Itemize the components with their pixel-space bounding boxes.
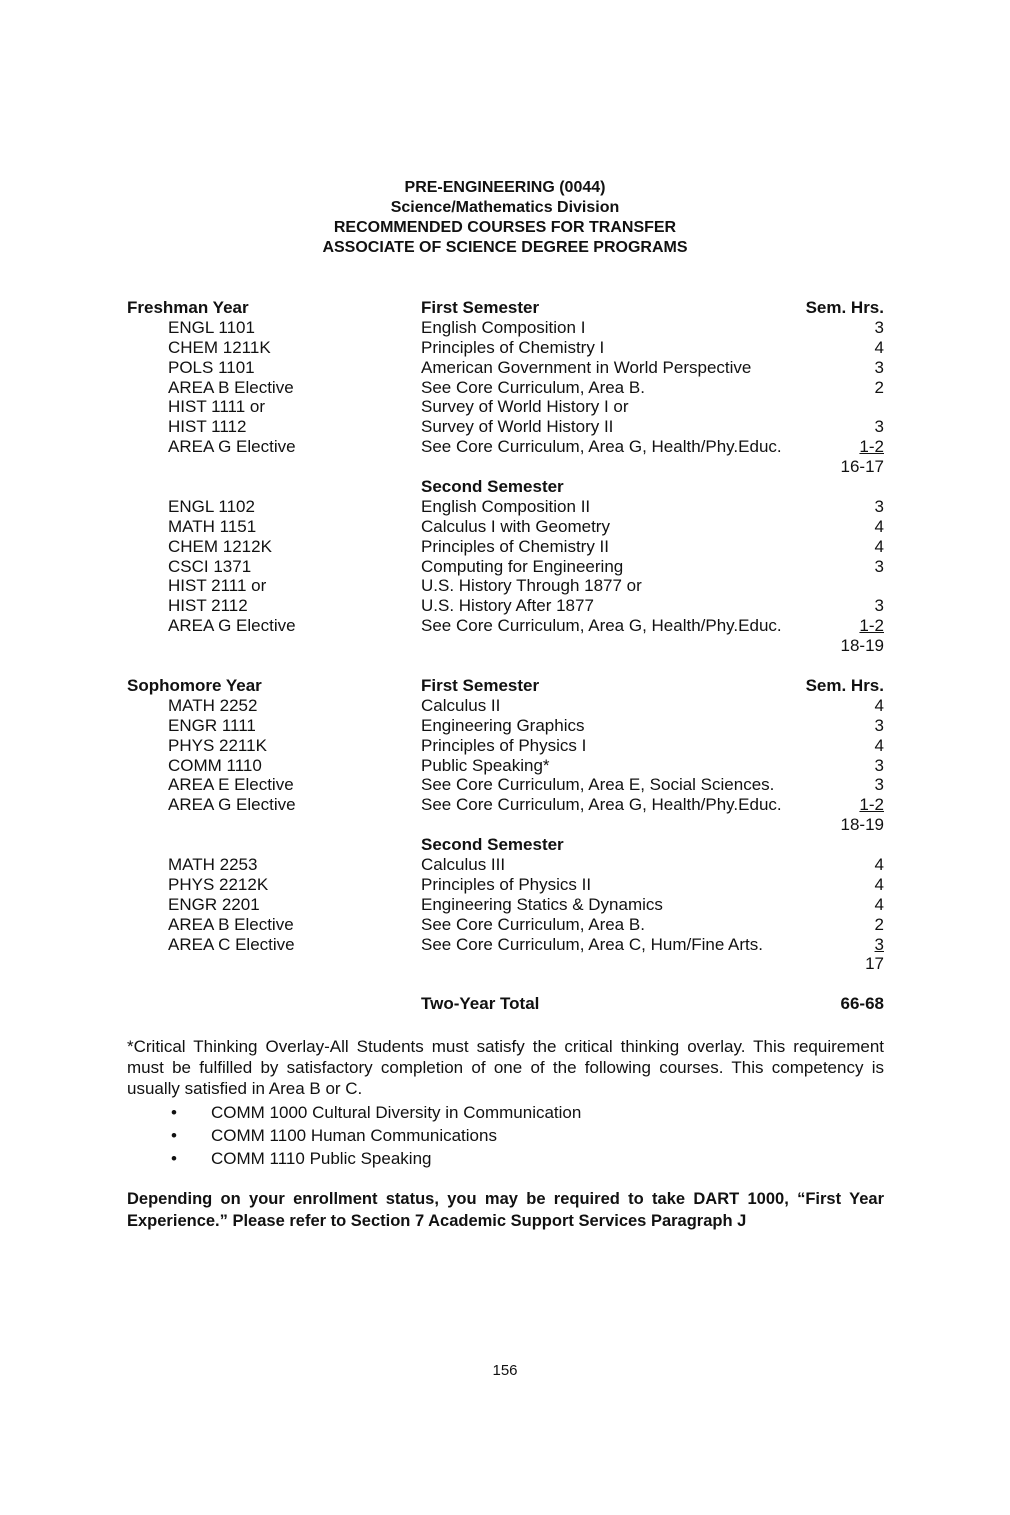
- bullet-icon: •: [171, 1149, 177, 1168]
- course-row: [0, 795, 1010, 815]
- course-hours: 4: [874, 536, 884, 556]
- course-row: [0, 596, 1010, 616]
- division-title: Science/Mathematics Division: [390, 199, 620, 216]
- course-code: MATH 2252: [168, 695, 258, 715]
- bullet-icon: •: [171, 1103, 177, 1122]
- course-hours: 3: [874, 496, 884, 516]
- course-code: HIST 2112: [168, 596, 248, 616]
- course-title: U.S. History After 1877: [421, 596, 594, 616]
- course-title: Principles of Physics II: [421, 874, 592, 894]
- freshman-sem2-list: [0, 497, 1010, 636]
- first-semester-label: First Semester: [421, 298, 540, 317]
- sophomore-sem2-list: [0, 855, 1010, 954]
- program-title: PRE-ENGINEERING (0044): [404, 179, 606, 196]
- course-hours: 3: [874, 596, 884, 616]
- course-code: CSCI 1371: [168, 556, 252, 576]
- course-row: [0, 517, 1010, 537]
- course-title: Engineering Graphics: [421, 715, 585, 735]
- course-code: HIST 1112: [168, 417, 247, 437]
- course-hours: 3: [874, 556, 884, 576]
- course-bullet: [127, 1124, 884, 1147]
- course-title: Survey of World History II: [421, 417, 614, 437]
- spacer: [0, 974, 1010, 994]
- course-title: See Core Curriculum, Area G, Health/Phy.Educ.: [421, 795, 782, 815]
- course-hours: 4: [874, 337, 884, 357]
- course-code: ENGL 1102: [168, 496, 255, 516]
- course-hours: 2: [874, 377, 884, 397]
- course-code: AREA B Elective: [168, 914, 294, 934]
- course-code: CHEM 1211K: [168, 337, 271, 357]
- semester-total-row: [0, 636, 1010, 656]
- course-title: See Core Curriculum, Area B.: [421, 377, 645, 397]
- course-row: [0, 756, 1010, 776]
- degree-heading: ASSOCIATE OF SCIENCE DEGREE PROGRAMS: [322, 239, 688, 256]
- course-row: [0, 537, 1010, 557]
- second-semester-label: Second Semester: [421, 477, 564, 497]
- course-row: [0, 875, 1010, 895]
- two-year-total-label: Two-Year Total: [421, 994, 540, 1014]
- course-title: Calculus I with Geometry: [421, 516, 610, 536]
- course-row: [0, 775, 1010, 795]
- two-year-total-row: [0, 994, 1010, 1014]
- semester-total: 17: [865, 954, 884, 974]
- note-text: *Critical Thinking Overlay-All Students must satisfy the critical thinking overlay. This requirement must be fulfilled by satisfactory completion of one of the following courses. This competency is usually satisfied in Area B or C.: [127, 1037, 884, 1098]
- course-row: [0, 736, 1010, 756]
- recommended-heading: RECOMMENDED COURSES FOR TRANSFER: [333, 219, 677, 236]
- course-title: Principles of Chemistry I: [421, 337, 605, 357]
- course-code: CHEM 1212K: [168, 536, 272, 556]
- course-code: AREA G Elective: [168, 437, 296, 457]
- freshman-sem1-list: [0, 318, 1010, 457]
- course-row: [0, 696, 1010, 716]
- second-semester-row: [0, 477, 1010, 497]
- course-title: Principles of Physics I: [421, 735, 587, 755]
- course-code: ENGL 1101: [168, 317, 255, 337]
- course-row: [0, 397, 1010, 417]
- semester-total: 18-19: [840, 636, 884, 656]
- freshman-year-label: Freshman Year: [127, 298, 249, 317]
- course-code: PHYS 2211K: [168, 735, 267, 755]
- course-row: [0, 716, 1010, 736]
- course-hours: 1-2: [859, 437, 884, 457]
- course-hours: 3: [874, 715, 884, 735]
- semester-total-row: [0, 815, 1010, 835]
- course-row: [0, 437, 1010, 457]
- course-code: HIST 1111 or: [168, 397, 266, 417]
- course-hours: 4: [874, 894, 884, 914]
- course-bullet-list: [127, 1101, 884, 1170]
- course-hours: 1-2: [859, 616, 884, 636]
- course-title: English Composition I: [421, 317, 586, 337]
- sem-hrs-label: Sem. Hrs.: [805, 298, 884, 317]
- course-bullet: [127, 1147, 884, 1170]
- course-code: HIST 2111 or: [168, 576, 267, 596]
- course-code: AREA B Elective: [168, 377, 294, 397]
- course-hours: 3: [874, 775, 884, 795]
- course-code: COMM 1110: [168, 755, 262, 775]
- course-hours: 3: [874, 755, 884, 775]
- course-title: Principles of Chemistry II: [421, 536, 609, 556]
- course-row: [0, 895, 1010, 915]
- first-semester-label: First Semester: [421, 676, 540, 695]
- enrollment-notice: Depending on your enrollment status, you may be required to take DART 1000, “First Year Experience.” Please refer to Section 7 Academic Support Services Paragraph J: [127, 1190, 884, 1230]
- two-year-total-value: 66-68: [840, 994, 884, 1014]
- course-hours: 3: [874, 357, 884, 377]
- bullet-text: COMM 1000 Cultural Diversity in Communication: [211, 1103, 582, 1122]
- semester-total: 16-17: [840, 457, 884, 477]
- course-row: [0, 417, 1010, 437]
- freshman-header-row: [0, 298, 1010, 318]
- course-title: English Composition II: [421, 496, 591, 516]
- course-hours: 3: [874, 934, 884, 954]
- course-row: [0, 497, 1010, 517]
- course-hours: 2: [874, 914, 884, 934]
- bullet-icon: •: [171, 1126, 177, 1145]
- course-row: [0, 378, 1010, 398]
- course-code: AREA C Elective: [168, 934, 295, 954]
- course-hours: 4: [874, 855, 884, 875]
- semester-total-row: [0, 954, 1010, 974]
- semester-total-row: [0, 457, 1010, 477]
- course-title: See Core Curriculum, Area E, Social Sciences.: [421, 775, 775, 795]
- course-title: Engineering Statics & Dynamics: [421, 894, 663, 914]
- course-row: [0, 557, 1010, 577]
- semester-total: 18-19: [840, 815, 884, 835]
- sophomore-header-row: [0, 676, 1010, 696]
- course-hours: 4: [874, 735, 884, 755]
- course-hours: 1-2: [859, 795, 884, 815]
- course-bullet: [127, 1101, 884, 1124]
- course-code: AREA G Elective: [168, 616, 296, 636]
- course-row: [0, 855, 1010, 875]
- course-hours: 4: [874, 516, 884, 536]
- course-code: AREA G Elective: [168, 795, 296, 815]
- course-title: See Core Curriculum, Area G, Health/Phy.Educ.: [421, 616, 782, 636]
- course-code: AREA E Elective: [168, 775, 294, 795]
- freshman-section: [0, 298, 1010, 656]
- course-title: American Government in World Perspective: [421, 357, 752, 377]
- course-code: MATH 1151: [168, 516, 257, 536]
- course-hours: 4: [874, 695, 884, 715]
- course-row: [0, 576, 1010, 596]
- bullet-text: COMM 1100 Human Communications: [211, 1126, 497, 1145]
- course-row: [0, 338, 1010, 358]
- course-title: See Core Curriculum, Area C, Hum/Fine Arts.: [421, 934, 764, 954]
- course-code: PHYS 2212K: [168, 874, 269, 894]
- course-title: See Core Curriculum, Area G, Health/Phy.Educ.: [421, 437, 782, 457]
- course-code: MATH 2253: [168, 855, 258, 875]
- course-title: Public Speaking*: [421, 755, 550, 775]
- second-semester-label: Second Semester: [421, 835, 564, 855]
- page-number: 156: [492, 1362, 518, 1379]
- course-row: [0, 616, 1010, 636]
- course-title: Calculus III: [421, 855, 506, 875]
- sophomore-section: [0, 676, 1010, 1014]
- course-hours: 3: [874, 417, 884, 437]
- sophomore-year-label: Sophomore Year: [127, 676, 262, 695]
- course-title: Calculus II: [421, 695, 501, 715]
- course-row: [0, 318, 1010, 338]
- course-code: ENGR 1111: [168, 715, 256, 735]
- course-code: POLS 1101: [168, 357, 255, 377]
- course-hours: 3: [874, 317, 884, 337]
- course-title: Survey of World History I or: [421, 397, 629, 417]
- document-header: [0, 178, 1010, 258]
- course-title: Computing for Engineering: [421, 556, 624, 576]
- course-hours: 4: [874, 874, 884, 894]
- course-row: [0, 358, 1010, 378]
- bullet-text: COMM 1110 Public Speaking: [211, 1149, 432, 1168]
- course-row: [0, 935, 1010, 955]
- second-semester-row: [0, 835, 1010, 855]
- sem-hrs-label: Sem. Hrs.: [805, 676, 884, 695]
- course-title: See Core Curriculum, Area B.: [421, 914, 645, 934]
- course-row: [0, 915, 1010, 935]
- course-title: U.S. History Through 1877 or: [421, 576, 642, 596]
- sophomore-sem1-list: [0, 696, 1010, 815]
- critical-thinking-note: [127, 1036, 884, 1170]
- course-code: ENGR 2201: [168, 894, 260, 914]
